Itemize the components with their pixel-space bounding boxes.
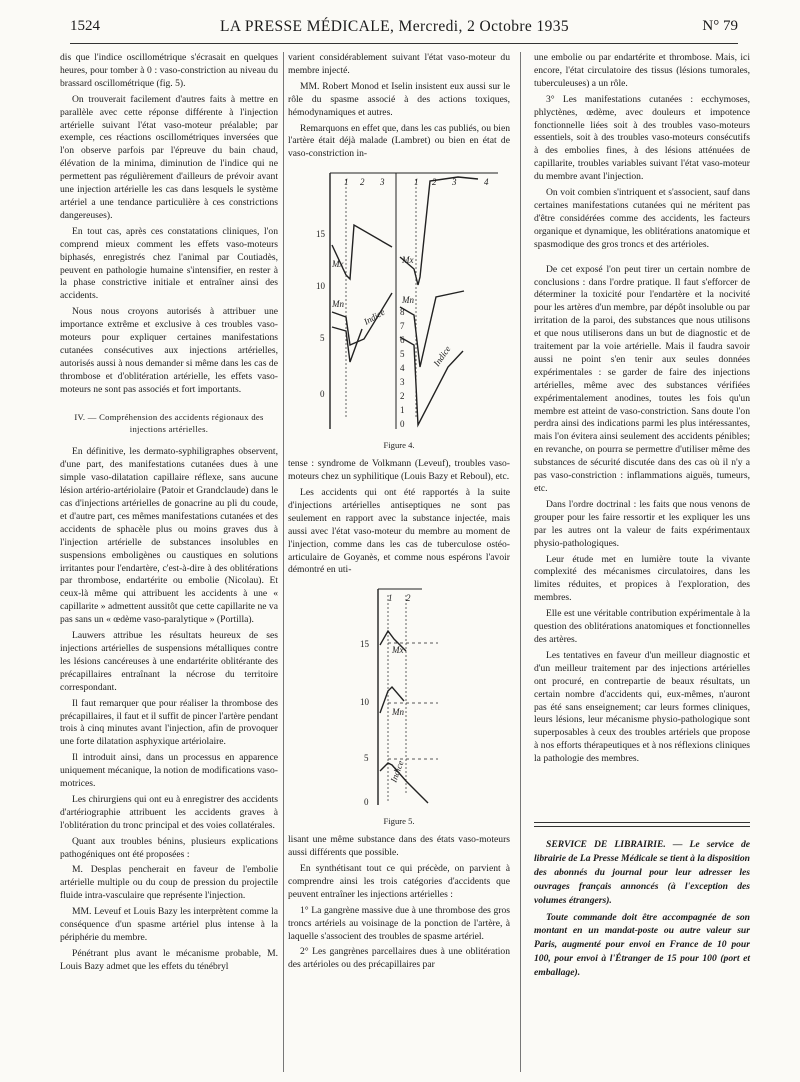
paragraph: Lauwers attribue les résultats heureux de ses injections artérielles de suspensions métalliques contre les lésions cancéreuses à une endartérite oblitérante des précapillaires entraînant la nécrose du territoire correspondant.	[60, 630, 278, 693]
paragraph: Remarquons en effet que, dans les cas publiés, ou bien l'artère était déjà malade (Lambret) ou bien en état de vaso-constriction in-	[288, 122, 510, 160]
paragraph: De cet exposé l'on peut tirer un certain nombre de conclusions : dans l'ordre pratique. Il faut s'efforcer de déterminer la toxicité pour l'endartère et la nocivité pour les artères d'un membre, par dépôt insoluble ou par irritation de la paroi, des substances que nous utilisons et que nous utiliserons dans un but de diagnostic et de traitement par la voie artérielle. Mais il faudra savoir aussi ne point s'en tenir aux seules données expérimentales : se garder de faire des injections artérielles, même avec des substances vérifiées expérimentalement anodines, toutes les fois qu'un membre est atteint de vaso-constriction. Sans doute l'on perdra ainsi des indications parmi les plus intéressantes, mais l'on évitera ainsi seulement des accidents pénibles; en revanche, on pourra se permettre d'utiliser même des substances de sécurité discutée dans des cas où il n'y a pas vaso-constriction : inflammations aiguës, tumeurs, etc.	[534, 263, 750, 494]
paragraph: Les tentatives en faveur d'un meilleur diagnostic et d'un meilleur traitement par des injections artérielles ont procuré, en contrepartie de beaux résultats, un certain nombre d'accidents qui, eux-mêmes, n'auront pas été sans enseignement; car leurs formes cliniques, leurs lésions, leur mécanisme physio-pathologique sont superposables à ceux des troubles artériels que propose à nos efforts thérapeutiques et à nos réflexions cliniques la pathologie des membres.	[534, 649, 750, 765]
y-tick-label: 5	[320, 333, 325, 344]
section-heading: IV. — Compréhension des accidents régionaux des injections artérielles.	[74, 411, 264, 435]
paragraph: Nous nous croyons autorisés à attribuer une importance extrême et exclusive à ces troubles vaso-moteurs pour expliquer certaines manifestations cutanées consécutives aux injections artérielles, autorisés aussi à nous demander si même dans les cas de thrombose et d'oblitération artérielle, les effets vaso-moteurs ne sont pas associés et fort importants.	[60, 306, 278, 395]
paragraph: M. Desplas pencherait en faveur de l'embolie artérielle multiple ou du coup de pression du projectile fluide intra-vasculaire que représente l'injection.	[60, 864, 278, 902]
paragraph: Les accidents qui ont été rapportés à la suite d'injections artérielles antiseptiques ne sont pas seulement en rapport avec la substance injectée, mais aussi avec l'état vaso-moteur du membre au moment de l'injection, comme dans les cas de tuberculose ostéo-articulaire de Goyanès, et comme nous espérons l'avoir démontré en uti-	[288, 486, 510, 576]
curve-label-mn: Mn	[402, 295, 414, 306]
figure-4-graph	[288, 167, 510, 437]
header-rule	[70, 43, 738, 44]
y-tick-label: 10	[360, 697, 369, 708]
paragraph: varient considérablement suivant l'état vaso-moteur du membre injecté.	[288, 52, 510, 76]
paragraph: On trouverait facilement d'autres faits à mettre en parallèle avec cette réponse différente à l'injection artérielle suivant l'état vaso-moteur préalable; par exemple, ces réactions oscillométriques inversées que l'on observe parfois par l'épreuve du bain chaud, élévation de la minima, diminution de l'indice qui ne permettent pas régulièrement d'ailleurs de prévoir avant une injection artérielle les cas dans lesquels le système artériel a une tendance particulière à ces constrictions dangereuses).	[60, 93, 278, 221]
y-tick-label: 5	[364, 753, 369, 764]
y-tick-label: 0	[400, 419, 405, 430]
page-number: 1524	[70, 18, 100, 34]
time-label: 3	[380, 177, 385, 188]
paragraph: Les chirurgiens qui ont eu à enregistrer des accidents d'artériographie attribuent les accidents graves à l'oblitération du tronc principal et des voies collatérales.	[60, 793, 278, 831]
y-tick-label: 5	[400, 349, 405, 360]
curve-label-mx: Mx	[332, 259, 344, 270]
time-label: 1	[344, 177, 349, 188]
notice-text: — Le service de librairie de La Presse Médicale se tient à la disposition des abonnés du journal pour leur adresser les ouvrages français annoncés (à l'exception des volumes étrangers).	[534, 839, 751, 906]
notice-rule	[534, 822, 750, 827]
y-tick-label: 15	[316, 229, 325, 240]
paragraph: En définitive, les dermato-syphiligraphes observent, d'une part, des manifestations cutanées dues à une simple vaso-dilatation capillaire réflexe, sans aucune lésion artério-artériolaire (Patoir et Grandclaude) dans le cas d'injections artérielles de gonacrine au pli du coude, et d'autre part, ces mêmes manifestations cutanées et des accidents de sphacèle plus ou moins graves dus à l'injection artérielle de substances insolubles en suspensions emboligènes ou caustiques en solutions irritantes pour l'endartère, c'est-à-dire à des oblitérations par thrombose, endartérite ou embolie (Nicolau). Et ceux-là même qui attribuent les accidents à une « capillarite » admettent aussitôt que cette capillarite ne va pas sans un « œdème vaso-paralytique » (Portilla).	[60, 446, 278, 626]
paragraph: 1° La gangrène massive due à une thrombose des gros troncs artériels au voisinage de la ponction de l'artère, à laquelle s'associent des troubles de spasme artériel.	[288, 904, 510, 942]
y-tick-label: 7	[400, 321, 405, 332]
curve-label-mx: Mx	[402, 255, 414, 266]
y-tick-label: 10	[316, 281, 325, 292]
figure-caption: Figure 5.	[383, 816, 415, 827]
paragraph: une embolie ou par endartérite et thrombose. Mais, ici encore, l'état circulatoire des tissus (lésions tumorales, tuberculeuses) a un rôle.	[534, 52, 750, 89]
paragraph: Pénétrant plus avant le mécanisme probable, M. Louis Bazy admet que les effets du ténébryl	[60, 947, 278, 972]
paragraph: On voit combien s'intriquent et s'associent, sauf dans certaines manifestations cutanées qui ne méritent pas d'être considérées comme des accidents, les facteurs organique et dynamique, les oblitérations anatomique et spasmodique des gros troncs et des artérioles.	[534, 187, 750, 250]
paragraph: Il faut remarquer que pour réaliser la thrombose des précapillaires, il faut et il suffit de pincer l'artère pendant trois à cinq minutes avant l'injection, afin de provoquer une forte dilatation asphyxique artériolaire.	[60, 697, 278, 748]
time-label: 3	[452, 177, 457, 188]
curve-label-indice: Indice	[388, 759, 406, 784]
y-tick-label: 1	[400, 405, 405, 416]
curve-label-mn: Mn	[392, 707, 404, 718]
curve-label-mn: Mn	[332, 299, 344, 310]
curve-label-indice: Indice	[431, 344, 453, 369]
y-tick-label: 4	[400, 363, 405, 374]
time-label: 4	[484, 177, 489, 188]
curve-label-mx: Mx	[392, 645, 404, 656]
y-tick-label: 6	[400, 335, 405, 346]
paragraph: lisant une même substance dans des états vaso-moteurs aussi différents que possible.	[288, 834, 510, 859]
paragraph: Quant aux troubles bénins, plusieurs explications pathogéniques ont été proposées :	[60, 835, 278, 860]
paragraph: Elle est une véritable contribution expérimentale à la question des oblitérations anatomiques et fonctionnelles des artères.	[534, 608, 750, 645]
paragraph: MM. Robert Monod et Iselin insistent eux aussi sur le rôle du spasme associé à des actions toxiques, hémodynamiques et autres.	[288, 80, 510, 118]
paragraph: 2° Les gangrènes parcellaires dues à une oblitération des artérioles ou des précapillaires par	[288, 946, 510, 971]
paragraph: tense : syndrome de Volkmann (Leveuf), troubles vaso-moteurs chez un syphilitique (Louis Bazy et Reboul), etc.	[288, 458, 510, 483]
time-label: 2	[360, 177, 365, 188]
column-1	[60, 52, 278, 977]
column-3	[534, 52, 750, 769]
figure-5	[288, 583, 510, 828]
paragraph: MM. Leveuf et Louis Bazy les interprètent comme la conséquence d'un spasme artériel plus intense à la périphérie du membre.	[60, 906, 278, 943]
column-divider	[283, 52, 284, 1072]
paragraph: Dans l'ordre doctrinal : les faits que nous venons de grouper pour les faire ressortir et les expliquer les uns par les autres ont la valeur de faits expérimentaux physio-pathologiques.	[534, 498, 750, 549]
paragraph: Il introduit ainsi, dans un processus en apparence uniquement mécanique, la notion de modifications vaso-motrices.	[60, 752, 278, 790]
journal-title: LA PRESSE MÉDICALE, Mercredi, 2 Octobre 1935	[220, 18, 570, 35]
figure-caption: Figure 4.	[383, 440, 415, 451]
time-label: 1	[414, 177, 419, 188]
paragraph: En tout cas, après ces constatations cliniques, l'on comprend mieux comment les effets vaso-moteurs biphasés, enregistrés chez l'animal par Coutiadès, peuvent en pathologie humaine s'intensifier, en rester à la phase constrictive initiale et entraîner ainsi des accidents.	[60, 225, 278, 302]
paragraph: Leur étude met en lumière toute la vivante complexité des mécanismes circulatoires, dans les limites réduites, et propices à l'exploration, des membres.	[534, 553, 750, 604]
y-tick-label: 0	[364, 797, 369, 808]
notice-title: SERVICE DE LIBRAIRIE.	[546, 839, 666, 850]
y-tick-label: 2	[400, 391, 405, 402]
column-2	[288, 52, 510, 975]
curve-label-indice: Indice	[362, 307, 387, 327]
figure-4	[288, 167, 510, 452]
time-label: 1	[388, 593, 393, 604]
time-label: 2	[406, 593, 411, 604]
paragraph: dis que l'indice oscillométrique s'écrasait en quelques heures, pour tomber à 0 : vaso-constriction au niveau du brassard oscillométrique (fig. 5).	[60, 52, 278, 89]
y-tick-label: 15	[360, 639, 369, 650]
figure-5-graph	[288, 583, 510, 813]
issue-number: N° 79	[702, 18, 738, 34]
librairie-notice	[534, 838, 750, 983]
page-header	[70, 18, 738, 42]
notice-text: Toute commande doit être accompagnée de son montant en un mandat-poste ou autre valeur sur Paris, augmenté pour envoi en France de 10 pour 100, pour envoi à l'Étranger de 15 pour 100 (port et emballage).	[534, 911, 750, 979]
y-tick-label: 8	[400, 307, 405, 318]
paragraph: En synthétisant tout ce qui précède, on parvient à comprendre ainsi les trois catégories d'accidents que peuvent entraîner les injections artérielles :	[288, 863, 510, 900]
y-tick-label: 0	[320, 389, 325, 400]
paragraph: 3° Les manifestations cutanées : ecchymoses, phlyctènes, œdème, avec douleurs et impotence fonctionnelle liées soit à des troubles vaso-moteurs essentiels, soit à des troubles vaso-moteurs consécutifs à des embolies fines, à des lésions atténuées de capillarite, troubles variables suivant l'état vaso-moteur du membre avant l'injection.	[534, 93, 750, 183]
column-divider	[520, 52, 521, 1072]
y-tick-label: 3	[400, 377, 405, 388]
time-label: 2	[432, 177, 437, 188]
